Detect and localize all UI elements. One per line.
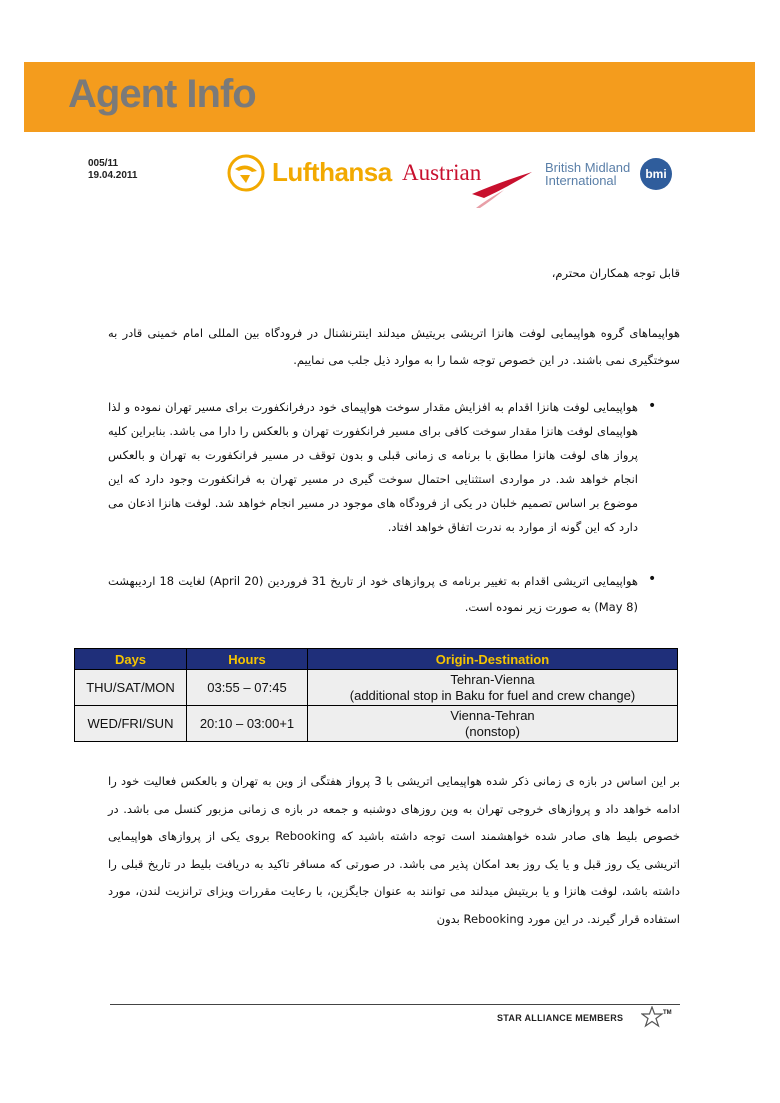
bmi-badge-logo: bmi (640, 158, 672, 190)
austrian-wordmark: Austrian (402, 160, 482, 185)
cell-days: THU/SAT/MON (75, 670, 187, 706)
route-name: Vienna-Tehran (450, 707, 535, 723)
trademark-mark: TM (663, 1010, 672, 1016)
cell-route (308, 670, 678, 706)
bmi-wordmark (545, 161, 630, 187)
schedule-table (74, 648, 678, 742)
column-header-hours: Hours (187, 649, 308, 670)
bullet-austrian: هواپیمایی اتریشی اقدام به تغییر برنامه ی پروازهای خود از تاریخ 31 فروردین (20 April) لغایت 18 اردیبهشت (8 May) به صورت زیر نموده است. (108, 574, 638, 614)
salutation: قابل توجه همکاران محترم، (551, 266, 680, 280)
table-row (75, 706, 678, 742)
footer-divider (110, 1004, 680, 1005)
cell-hours: 20:10 – 03:00+1 (187, 706, 308, 742)
page-title: Agent Info (68, 72, 256, 116)
route-note: (nonstop) (465, 723, 520, 739)
bullet-icon: • (648, 398, 657, 414)
austrian-swoosh-logo (470, 168, 536, 210)
cell-route (308, 706, 678, 742)
bullet-icon: • (648, 571, 657, 587)
lufthansa-crane-logo (226, 153, 266, 193)
cell-hours: 03:55 – 07:45 (187, 670, 308, 706)
route-name: Tehran-Vienna (450, 671, 535, 687)
header-banner (24, 62, 755, 132)
closing-paragraph: بر این اساس در بازه ی زمانی ذکر شده هواپیمایی اتریشی با 3 پرواز هفتگی از وین به تهران و بالعکس فعالیت خود را ادامه خواهد داد و پروازهای خروجی تهران به وین روزهای دوشنبه و جمعه در بازه ی زمانی مزبور کنسل می باشد. در خصوص بلیط های صادر شده خواهشمند است توجه داشته باشید که Rebooking بروی یکی از پروازهای هواپیمایی اتریشی یک روز قبل و یا یک روز بعد امکان پذیر می باشد. در صورتی که مسافر تاکید به دریافت بلیط در تاریخ قبلی را داشته باشد، لوفت هانزا و یا بریتیش میدلند می توانند به عنوان جایگزین، با رعایت مقررات ویزای ترانزیت لندن، مورد استفاده قرار گیرند. در این مورد Rebooking بدون (108, 774, 681, 926)
route-note: (additional stop in Baku for fuel and crew change) (349, 687, 636, 703)
footer-text: STAR ALLIANCE MEMBERS (497, 1013, 624, 1023)
document-meta (88, 158, 138, 182)
lufthansa-wordmark: Lufthansa (272, 157, 392, 187)
intro-paragraph: هواپیماهای گروه هواپیمایی لوفت هانزا اتریشی بریتیش میدلند اینترنشنال در فرودگاه بین المللی امام خمینی قادر به سوختگیری نمی باشند. در این خصوص توجه شما را به موارد ذیل جلب می نماییم. (108, 326, 680, 367)
table-row (75, 670, 678, 706)
doc-number: 005/11 (88, 158, 119, 169)
bmi-line1: British Midland (545, 160, 631, 175)
star-alliance-icon (641, 1006, 675, 1028)
doc-date: 19.04.2011 (88, 170, 138, 181)
column-header-days: Days (75, 649, 187, 670)
column-header-route: Origin-Destination (308, 649, 678, 670)
bullet-lufthansa: هواپیمایی لوفت هانزا اقدام به افزایش مقدار سوخت هواپیمای خود درفرانکفورت برای مسیر تهران نموده و لذا هواپیمای لوفت هانزا مقدار سوخت کافی برای مسیر فرانکفورت تهران و بالعکس را دارا می باشد. بنابراین کلیه پرواز های لوفت هانزا مطابق با برنامه ی زمانی قبلی و بدون توقف در مسیر فرانکفورت به تهران و بالعکس انجام خواهد شد. در مواردی استثنایی احتمال سوخت گیری در مسیر تهران به فرانکفورت وجود دارد که این موضوع بر اساس تصمیم خلبان در یکی از فرودگاه های موجود در مسیر انجام خواهد شد. لوفت هانزا اذعان می دارد که این گونه از موارد به ندرت اتفاق خواهد افتاد. (108, 400, 638, 534)
bmi-line2: International (545, 173, 617, 188)
cell-days: WED/FRI/SUN (75, 706, 187, 742)
